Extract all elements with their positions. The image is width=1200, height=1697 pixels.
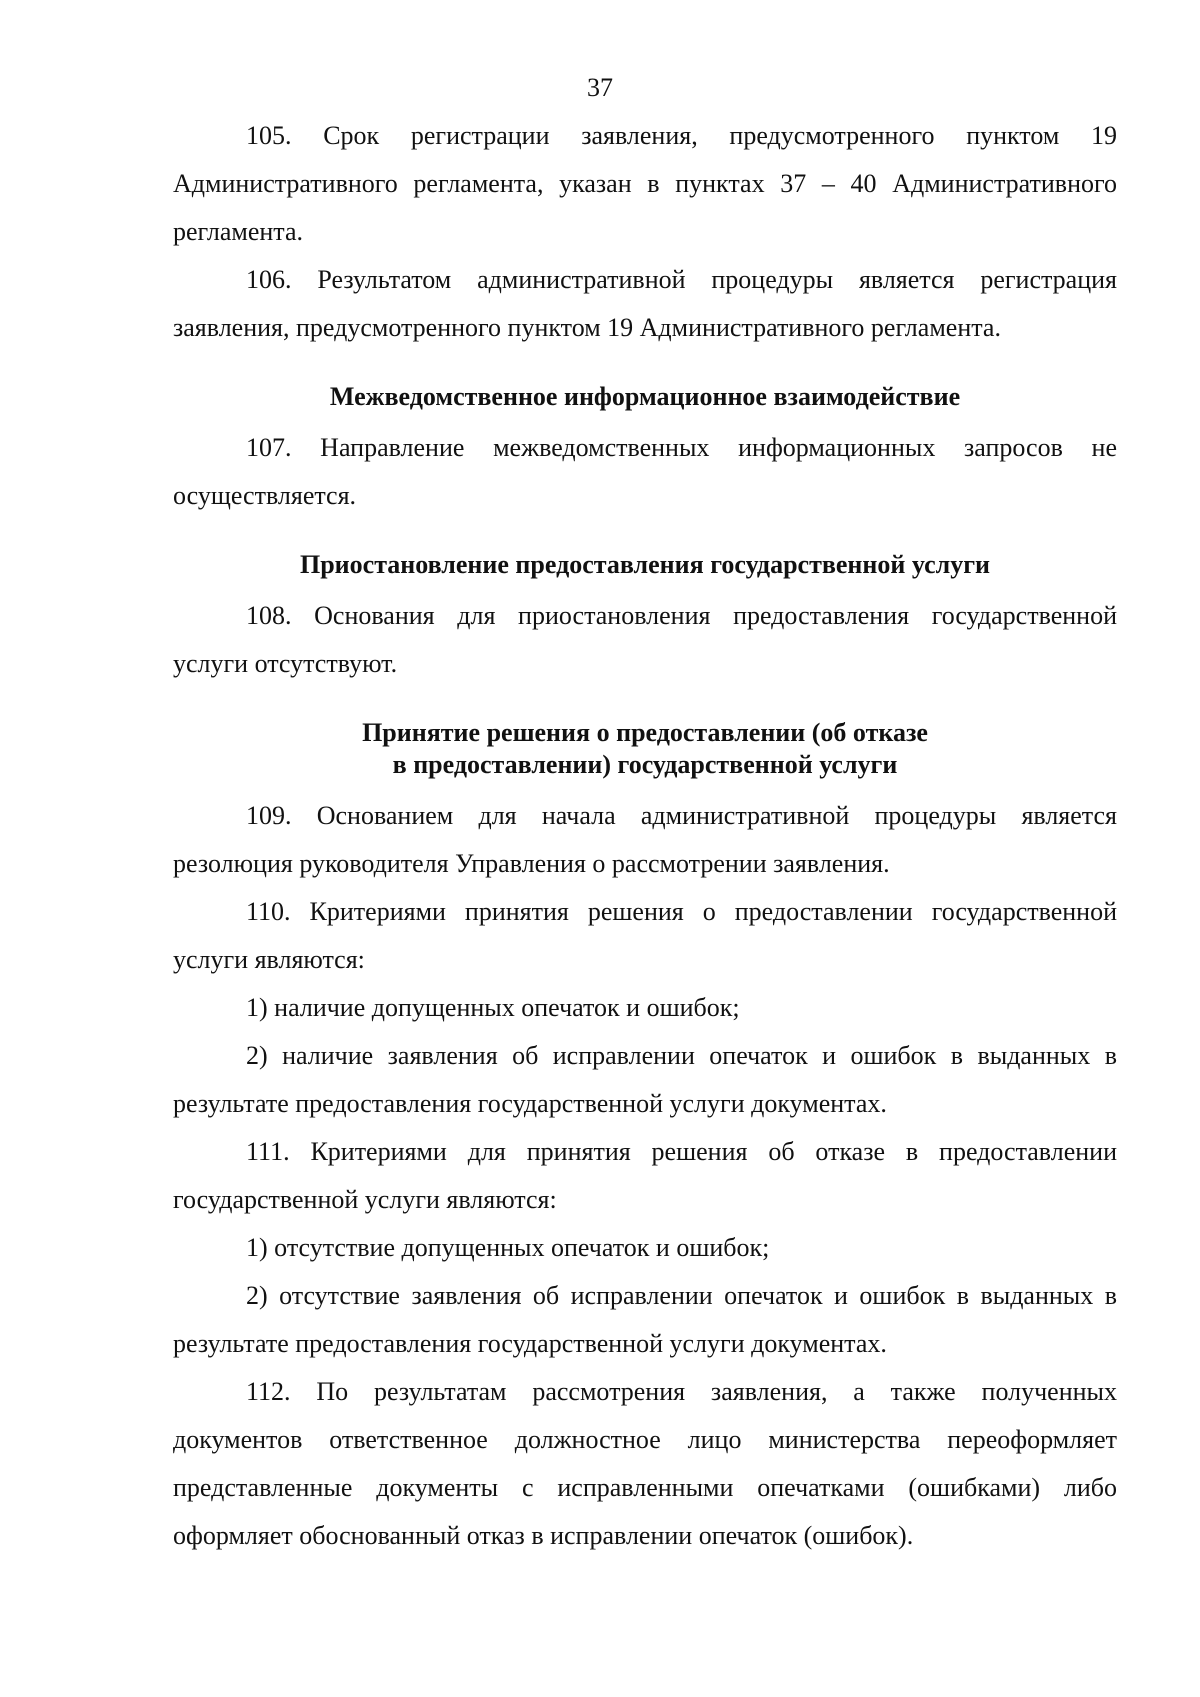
- heading-line: в предоставлении) государственной услуги: [392, 750, 898, 779]
- heading-line: Приостановление предоставления государственной услуги: [299, 550, 990, 579]
- paragraph-110: 110. Критериями принятия решения о предоставлении государственной услуги являются:: [173, 897, 1117, 974]
- heading-line: Межведомственное информационное взаимодействие: [329, 382, 961, 411]
- paragraph-110-item-2: 2) наличие заявления об исправлении опечаток и ошибок в выданных в результате предоставления государственной услуги документах.: [173, 1041, 1117, 1118]
- paragraph-111-item-2: 2) отсутствие заявления об исправлении опечаток и ошибок в выданных в результате предоставления государственной услуги документах.: [173, 1281, 1117, 1358]
- section-heading-interagency: [173, 381, 1117, 413]
- paragraph-111-item-1: 1) отсутствие допущенных опечаток и ошибок;: [246, 1233, 770, 1262]
- page-number: 37: [587, 73, 613, 102]
- paragraph-106: 106. Результатом административной процедуры является регистрация заявления, предусмотренного пунктом 19 Административного регламента.: [173, 265, 1117, 342]
- paragraph-105: 105. Срок регистрации заявления, предусмотренного пунктом 19 Административного регламента, указан в пунктах 37 – 40 Административного регламента.: [173, 121, 1117, 246]
- document-body: [173, 112, 1117, 1560]
- section-heading-suspension: [173, 549, 1117, 581]
- paragraph-109: 109. Основанием для начала административной процедуры является резолюция руководителя Управления о рассмотрении заявления.: [173, 801, 1117, 878]
- section-heading-decision: [173, 717, 1117, 781]
- heading-line: Принятие решения о предоставлении (об отказе: [362, 718, 928, 747]
- paragraph-112: 112. По результатам рассмотрения заявления, а также полученных документов ответственное должностное лицо министерства переоформляет представленные документы с исправленными опечатками (ошибками) либо оформляет обоснованный отказ в исправлении опечаток (ошибок).: [173, 1377, 1117, 1550]
- paragraph-111: 111. Критериями для принятия решения об отказе в предоставлении государственной услуги являются:: [173, 1137, 1117, 1214]
- paragraph-107: 107. Направление межведомственных информационных запросов не осуществляется.: [173, 433, 1117, 510]
- paragraph-110-item-1: 1) наличие допущенных опечаток и ошибок;: [246, 993, 740, 1022]
- paragraph-108: 108. Основания для приостановления предоставления государственной услуги отсутствуют.: [173, 601, 1117, 678]
